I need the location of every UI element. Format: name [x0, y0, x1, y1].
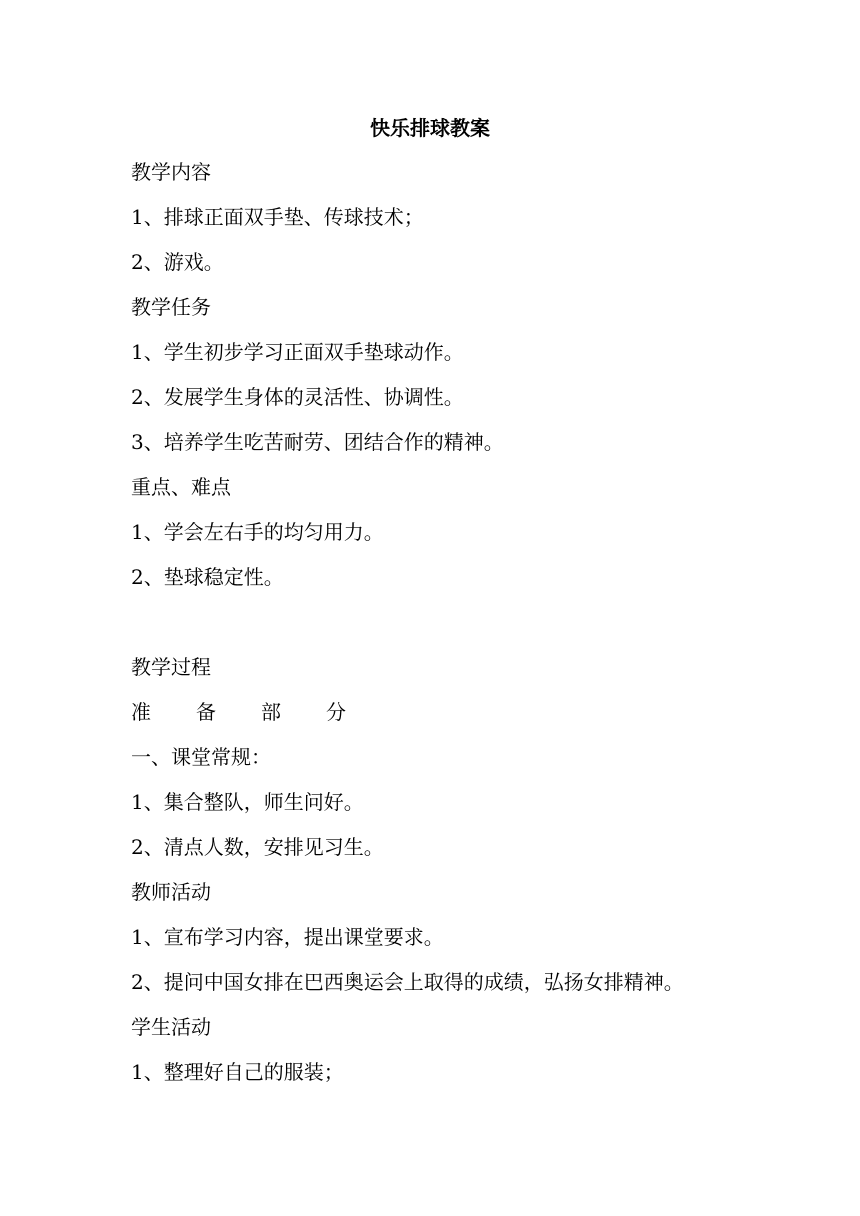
section-heading-process: 教学过程 — [131, 655, 211, 679]
section-heading-key-points: 重点、难点 — [131, 475, 231, 499]
task-item-1: 1、学生初步学习正面双手垫球动作。 — [131, 340, 464, 364]
student-activity-heading: 学生活动 — [131, 1015, 211, 1039]
teacher-activity-item-2: 2、提问中国女排在巴西奥运会上取得的成绩，弘扬女排精神。 — [131, 970, 684, 994]
section-heading-content: 教学内容 — [131, 160, 211, 184]
student-activity-item-1: 1、整理好自己的服装； — [131, 1060, 344, 1084]
prep-char-3: 部 — [261, 700, 281, 724]
prep-char-4: 分 — [326, 700, 346, 724]
task-item-3: 3、培养学生吃苦耐劳、团结合作的精神。 — [131, 430, 504, 454]
teacher-activity-item-1: 1、宣布学习内容，提出课堂要求。 — [131, 925, 444, 949]
content-item-1: 1、排球正面双手垫、传球技术； — [131, 205, 424, 229]
prep-char-1: 准 — [131, 700, 151, 724]
prep-char-2: 备 — [196, 700, 216, 724]
prep-section-heading — [131, 698, 391, 726]
section-heading-tasks: 教学任务 — [131, 295, 211, 319]
key-point-item-1: 1、学会左右手的均匀用力。 — [131, 520, 384, 544]
task-item-2: 2、发展学生身体的灵活性、协调性。 — [131, 385, 464, 409]
routine-item-1: 1、集合整队，师生问好。 — [131, 790, 364, 814]
routine-item-2: 2、清点人数，安排见习生。 — [131, 835, 384, 859]
teacher-activity-heading: 教师活动 — [131, 880, 211, 904]
key-point-item-2: 2、垫球稳定性。 — [131, 565, 284, 589]
document-title: 快乐排球教案 — [370, 116, 490, 140]
content-item-2: 2、游戏。 — [131, 250, 224, 274]
routine-heading: 一、课堂常规： — [131, 745, 271, 769]
